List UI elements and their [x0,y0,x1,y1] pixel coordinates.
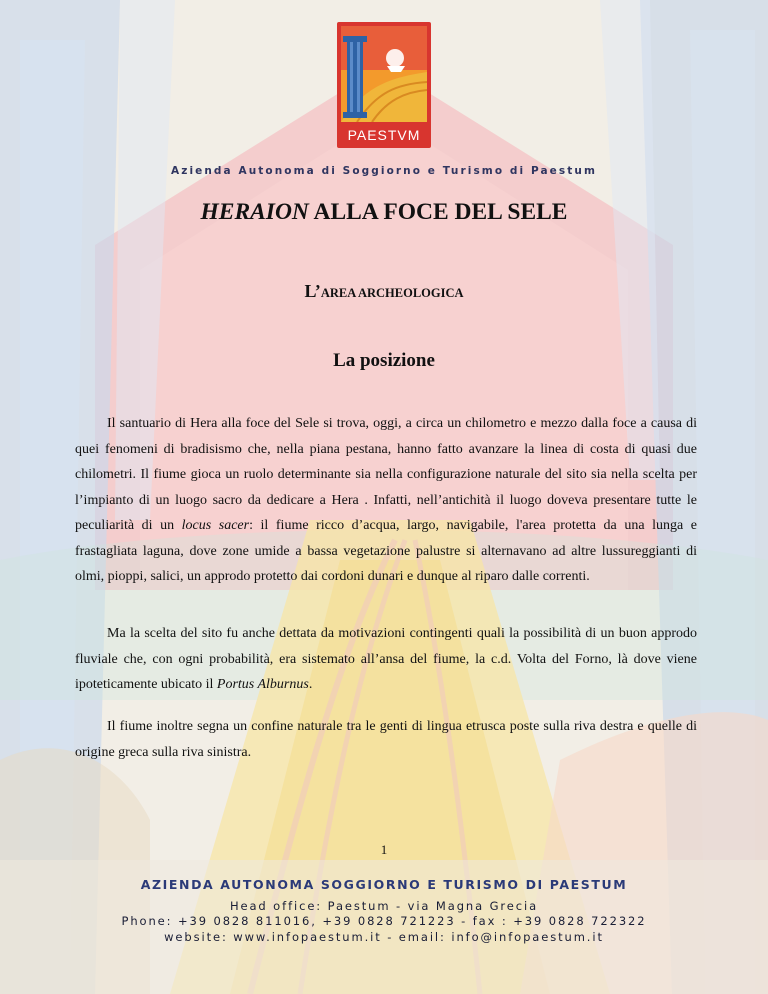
agency-line: Azienda Autonoma di Soggiorno e Turismo di Paestum [171,165,597,177]
footer-web: website: www.infopaestum.it - email: info@infopaestum.it [164,930,604,944]
section-initial: L’ [304,281,321,301]
paragraph-2-italic: Portus Alburnus [216,677,309,692]
paragraph-3: Il fiume inoltre segna un confine naturale tra le genti di lingua etrusca poste sulla riva destra e quelle di origine greca sulla riva sinistra. [75,719,697,760]
paragraph-1-italic: locus sacer [181,518,250,533]
title-rest: ALLA FOCE DEL SELE [308,199,568,225]
footer-phone: Phone: +39 0828 811016, +39 0828 721223 - fax : +39 0828 722322 [121,914,647,928]
title-italic: HERAION [200,199,309,225]
paragraph-1-text-a: Il santuario di Hera alla foce del Sele si trova, oggi, a circa un chilometro e mezzo dalla foce a causa di quei fenomeni di bradisismo che, nella piana pestana, hanno fatto avanzare la linea di costa di quasi due chilometri. Il fiume gioca un ruolo determinante sia nella configurazione naturale del sito sia nella scelta per l’impianto di un luogo sacro da dedicare a Hera . Infatti, nell’antichità il luogo doveva presentare tutte le peculiarità di un [75,416,697,533]
paragraph-1-text-b: : il fiume ricco d’acqua, largo, navigabile, l'area protetta da una lunga e frastagliata laguna, dove zone umide a bassa vegetazione palustre si alternavano ad altre lussureggianti di olmi, pioppi, salici, un approdo protetto dai cordoni dunari e dunque al riparo dalle correnti. [75,518,697,584]
section-heading [0,281,768,302]
paragraph-2-text-b: . [308,677,313,692]
paragraph-2 [75,621,697,698]
document-title [0,199,768,226]
logo-wordmark: PAESTVM [347,127,421,143]
paestum-logo [337,22,431,152]
footer-head-office: Head office: Paestum - via Magna Grecia [229,899,539,913]
subheading: La posizione [333,350,435,371]
paragraph-1 [75,411,697,590]
page-number: 1 [380,842,388,857]
footer-org-name: AZIENDA AUTONOMA SOGGIORNO E TURISMO DI PAESTUM [140,877,628,892]
paragraph-2-text-a: Ma la scelta del sito fu anche dettata da motivazioni contingenti quali la possibilità di un buon approdo fluviale che, con ogni probabilità, era sistemato all’ansa del fiume, la c.d. Volta del Forno, là dove viene ipoteticamente ubicato il [75,626,697,692]
section-rest: AREA ARCHEOLOGICA [320,286,464,300]
